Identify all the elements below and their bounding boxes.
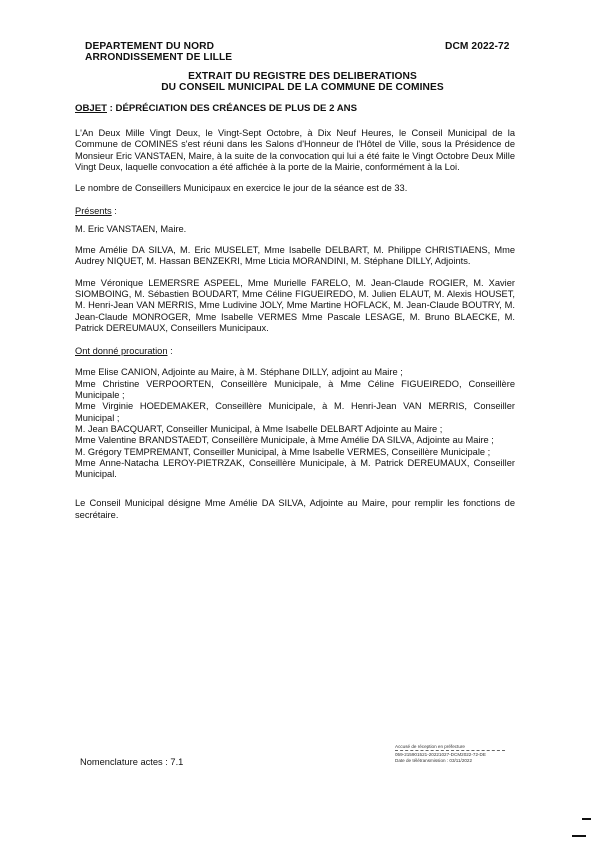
stamp-separator (395, 750, 505, 751)
objet-label: OBJET (75, 103, 107, 114)
department-name: DEPARTEMENT DU NORD (85, 41, 215, 52)
procurations-heading (75, 346, 515, 357)
procuration-item: Mme Anne-Natacha LEROY-PIETRZAK, Conseillère Municipale, à M. Patrick DEREUMAUX, Conseiller Municipal. (75, 457, 515, 480)
procuration-item: M. Grégory TEMPREMANT, Conseiller Municipal, à Mme Isabelle VERMES, Conseillère Municipale ; (75, 446, 491, 457)
stamp-line-3: Date de télétransmission : 03/11/2022 (395, 757, 473, 763)
procuration-item: Mme Elise CANION, Adjointe au Maire, à M. Stéphane DILLY, adjoint au Maire ; (75, 367, 403, 378)
presents-heading-suffix: : (111, 206, 117, 217)
procurations-list (75, 367, 515, 480)
document-body (75, 128, 515, 521)
intro-paragraph: L'An Deux Mille Vingt Deux, le Vingt-Sept Octobre, à Dix Neuf Heures, le Conseil Municipal de la Commune de COMINES s'est réuni dans les Salons d'Honneur de l'Hôtel de Ville, sous la Présidence de Monsieur Eric VANSTAEN, Maire, à la suite de la convocation qui lui a été faite le Vingt Octobre Deux Mille Vingt Deux, laquelle convocation a été affichée à la porte de la Mairie, conformément à la Loi. (75, 128, 515, 172)
deliberation-reference: DCM 2022-72 (445, 41, 510, 52)
scan-mark (582, 818, 591, 820)
procuration-item: M. Jean BACQUART, Conseiller Municipal, à Mme Isabelle DELBART Adjointe au Maire ; (75, 423, 443, 434)
secretary-designation: Le Conseil Municipal désigne Mme Amélie DA SILVA, Adjointe au Maire, pour remplir les fonctions de secrétaire. (75, 498, 515, 520)
arrondissement-name: ARRONDISSEMENT DE LILLE (85, 52, 233, 63)
title-line-2: DU CONSEIL MUNICIPAL DE LA COMMUNE DE COMINES (161, 82, 444, 93)
title-line-1: EXTRAIT DU REGISTRE DES DELIBERATIONS (188, 71, 417, 82)
prefecture-stamp (395, 744, 515, 763)
stamp-line-1: Accusé de réception en préfecture (395, 744, 465, 749)
procuration-item: Mme Valentine BRANDSTAEDT, Conseillère Municipale, à Mme Amélie DA SILVA, Adjointe au Maire ; (75, 435, 494, 446)
procurations-heading-label: Ont donné procuration (75, 346, 168, 357)
department-header (85, 41, 232, 63)
presents-heading-label: Présents (75, 206, 112, 217)
procuration-item: Mme Christine VERPOORTEN, Conseillère Municipale, à Mme Céline FIGUEIREDO, Conseillère Municipale ; (75, 378, 515, 401)
councillors-count: Le nombre de Conseillers Municipaux en exercice le jour de la séance est de 33. (75, 183, 408, 194)
procurations-heading-suffix: : (167, 346, 173, 357)
nomenclature-note: Nomenclature actes : 7.1 (80, 757, 184, 767)
presents-conseillers: Mme Véronique LEMERSRE ASPEEL, Mme Murielle FARELO, M. Jean-Claude ROGIER, M. Xavier SIOMBOING, M. Sébastien BOUDART, Mme Céline FIGUEIREDO, M. Julien ELAUT, M. Alexis HOUSET, M. Henri-Jean VAN MERRIS, Mme Ludivine JOLY, Mme Martine HOFLACK, M. Jean-Claude BOUTRY, M. Jean-Claude MONROGER, Mme Isabelle VERMES Mme Pascale LESAGE, M. Bruno BLAECKE, M. Patrick DEREUMAUX, Conseillers Municipaux. (75, 277, 515, 333)
document-title (0, 71, 595, 93)
stamp-line-2: 059-215901521-20221027-DCM2022-72-DE (395, 752, 486, 758)
presents-mayor: M. Eric VANSTAEN, Maire. (75, 223, 187, 234)
presents-adjoints: Mme Amélie DA SILVA, M. Eric MUSELET, Mme Isabelle DELBART, M. Philippe CHRISTIAENS, Mme Audrey NIQUET, M. Hassan BENZEKRI, Mme Lticia MORANDINI, M. Stéphane DILLY, Adjoints. (75, 245, 515, 267)
scan-mark (572, 835, 586, 837)
objet-line (75, 103, 357, 114)
objet-text: : DÉPRÉCIATION DES CRÉANCES DE PLUS DE 2 ANS (107, 103, 358, 114)
procuration-item: Mme Virginie HOEDEMAKER, Conseillère Municipale, à M. Henri-Jean VAN MERRIS, Conseiller Municipal ; (75, 401, 515, 423)
presents-heading (75, 206, 515, 217)
